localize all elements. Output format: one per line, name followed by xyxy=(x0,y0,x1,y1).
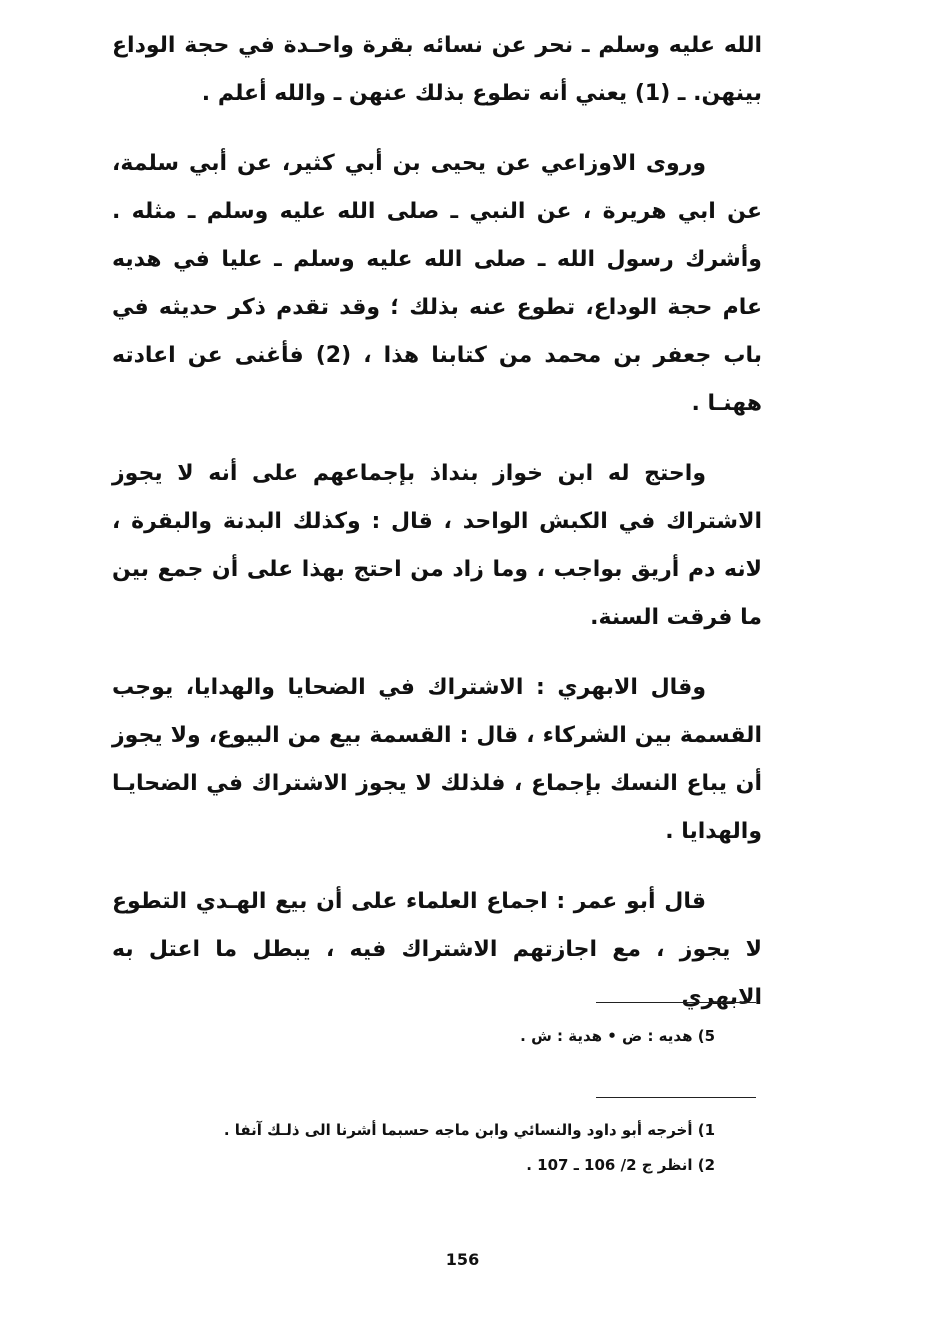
footnote-2: 2) انظر ج 2/ 106 ـ 107 . xyxy=(526,1156,715,1174)
page-number: 156 xyxy=(445,1250,480,1269)
main-text xyxy=(112,22,762,1044)
footnote-1: 1) أخرجه أبو داود والنسائي وابن ماجه حسبما أشرنا الى ذلـك آنفا . xyxy=(223,1121,715,1139)
footnotes-divider xyxy=(596,1097,756,1098)
paragraph-3: واحتج له ابن خواز بنداذ بإجماعهم على أنه لا يجوز الاشتراك في الكبش الواحد ، قال : وكذلك البدنة والبقرة ، لانه دم أريق بواجب ، وما زاد من احتج بهذا على أن جمع بين ما فرقت السنة. xyxy=(112,461,762,630)
variant-note-divider xyxy=(596,1002,756,1003)
paragraph-1: الله عليه وسلم ـ نحر عن نسائه بقرة واحـدة في حجة الوداع بينهن. ـ (1) يعني أنه تطوع بذلك عنهن ـ والله أعلم . xyxy=(112,33,762,106)
paragraph-2: وروى الاوزاعي عن يحيى بن أبي كثير، عن أبي سلمة، عن ابي هريرة ، عن النبي ـ صلى الله عليه وسلم ـ مثله . وأشرك رسول الله ـ صلى الله عليه وسلم ـ عليا في هديه عام حجة الوداع، تطوع عنه بذلك ؛ وقد تقدم ذكر حديثه في باب جعفر بن محمد من كتابنا هذا ، (2) فأغنى عن اعادته ههنـا . xyxy=(112,151,763,416)
paragraph-4: وقال الابهري : الاشتراك في الضحايا والهدايا، يوجب القسمة بين الشركاء ، قال : القسمة بيع من البيوع، ولا يجوز أن يباع النسك بإجماع ، فلذلك لا يجوز الاشتراك في الضحايـا والهدايا . xyxy=(112,675,762,844)
variant-reading-note: 5) هديه : ض • هدية : ش . xyxy=(520,1027,715,1045)
paragraph-5: قال أبو عمر : اجماع العلماء على أن بيع الهـدي التطوع لا يجوز ، مع اجازتهم الاشتراك فيه ، يبطل ما اعتل به الابهري xyxy=(112,889,762,1010)
